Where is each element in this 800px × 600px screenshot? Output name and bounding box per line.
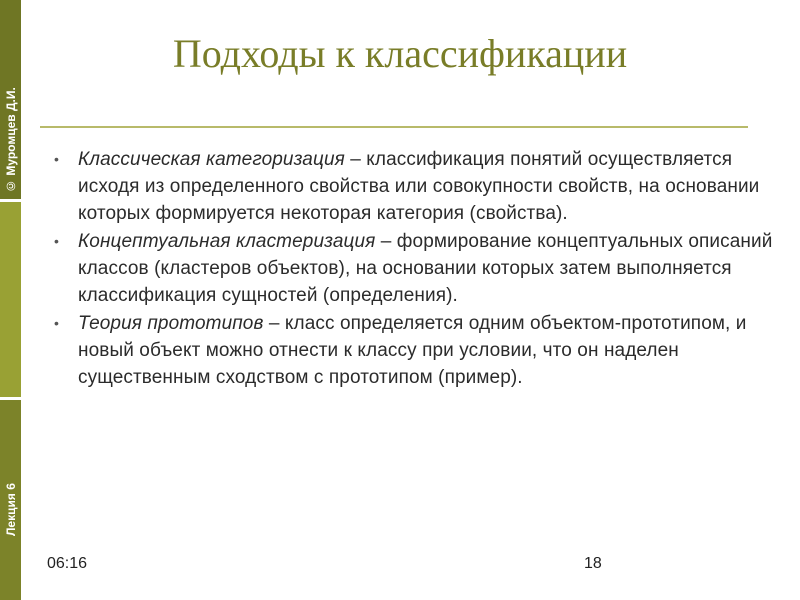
item-text: – класс определяется одним объектом-прототипом, и новый объект можно отнести к классу при условии, что он наделен существенным сходством с прототипом (пример). — [78, 313, 747, 388]
footer-time: 06:16 — [47, 555, 88, 572]
list-item — [54, 146, 774, 227]
sidebar — [0, 0, 21, 600]
bullet-list — [54, 146, 774, 392]
list-item — [54, 310, 774, 391]
item-text: – классификация понятий осуществляется исходя из определенного свойства или совокупности свойств, на основании которых формируется некоторая категория (свойства). — [78, 149, 760, 224]
title-divider — [40, 126, 748, 128]
item-term: Теория прототипов — [78, 313, 264, 334]
bullet-icon: • — [54, 233, 60, 249]
lecture-label: Лекция 6 — [4, 483, 18, 536]
bullet-icon: • — [54, 151, 60, 167]
sidebar-separator — [0, 199, 21, 202]
bullet-icon: • — [54, 315, 60, 331]
item-term: Концептуальная кластеризация — [78, 231, 376, 252]
item-term: Классическая категоризация — [78, 149, 345, 170]
list-item — [54, 228, 774, 309]
page-number: 18 — [584, 555, 602, 572]
item-text: – формирование концептуальных описаний классов (кластеров объектов), на основании которых затем выполняется классификация сущностей (определения). — [78, 231, 773, 306]
author-credit: © Муромцев Д.И. — [4, 87, 18, 193]
slide-title: Подходы к классификации — [172, 31, 628, 76]
